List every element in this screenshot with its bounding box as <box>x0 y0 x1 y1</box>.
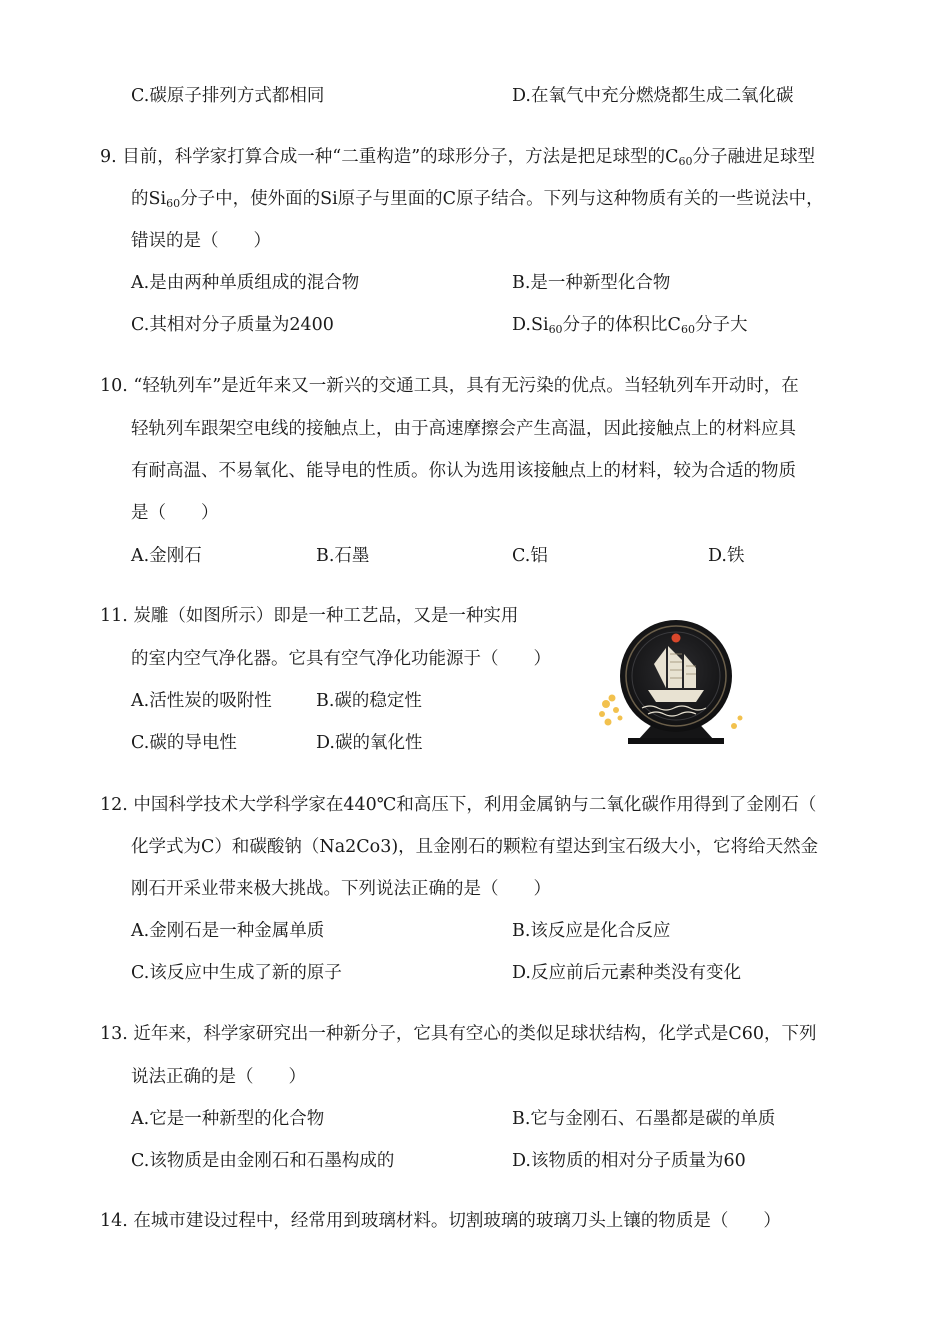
q13-option-a: A.它是一种新型的化合物 <box>131 1109 325 1129</box>
q13-stem-line-2: 说法正确的是（ ） <box>131 1067 306 1087</box>
q12-option-b: B.该反应是化合反应 <box>512 921 671 941</box>
q14-stem-line-1: 14. 在城市建设过程中，经常用到玻璃材料。切割玻璃的玻璃刀头上镶的物质是（ ） <box>100 1211 781 1231</box>
q10-stem-line-1: 10. “轻轨列车”是近年来又一新兴的交通工具，具有无污染的优点。当轻轨列车开动时，在 <box>100 376 799 396</box>
q9-option-b: B.是一种新型化合物 <box>512 273 671 293</box>
q9-option-a: A.是由两种单质组成的混合物 <box>131 273 360 293</box>
q11-option-c: C.碳的导电性 <box>131 733 237 753</box>
q11-stem-line-2: 的室内空气净化器。它具有空气净化功能源于（ ） <box>131 649 551 669</box>
q8-option-c: C.碳原子排列方式都相同 <box>131 86 325 106</box>
q12-option-d: D.反应前后元素种类没有变化 <box>512 963 741 983</box>
q13-option-c: C.该物质是由金刚石和石墨构成的 <box>131 1151 395 1171</box>
q10-option-b: B.石墨 <box>316 546 370 566</box>
q12-stem-line-3: 刚石开采业带来极大挑战。下列说法正确的是（ ） <box>131 879 551 899</box>
q11-option-b: B.碳的稳定性 <box>316 691 422 711</box>
carbon-carving-plate-image <box>598 618 754 750</box>
q11-option-a: A.活性炭的吸附性 <box>131 691 272 711</box>
q11-option-d: D.碳的氧化性 <box>316 733 423 753</box>
q9-stem-line-2: 的$Si_{60}$分子中，使外面的Si原子与里面的C原子结合。下列与这种物质有关的一些说法中， <box>131 189 824 210</box>
q12-stem-line-2: 化学式为C）和碳酸钠（Na2Co3)，且金刚石的颗粒有望达到宝石级大小，它将给天然金 <box>131 837 819 857</box>
q9-option-d: $D.Si_{60}$分子的体积比$C_{60}$分子大 <box>512 315 748 336</box>
q11-stem-line-1: 11. 炭雕（如图所示）即是一种工艺品，又是一种实用 <box>100 606 519 626</box>
q10-stem-line-4: 是（ ） <box>131 503 219 523</box>
q12-option-c: C.该反应中生成了新的原子 <box>131 963 342 983</box>
q9-stem-line-3: 错误的是（ ） <box>131 231 271 251</box>
q13-stem-line-1: 13. 近年来，科学家研究出一种新分子，它具有空心的类似足球状结构，化学式是C60，下列 <box>100 1024 817 1044</box>
q8-option-d: D.在氧气中充分燃烧都生成二氧化碳 <box>512 86 794 106</box>
q13-option-b: B.它与金刚石、石墨都是碳的单质 <box>512 1109 776 1129</box>
q10-stem-line-2: 轻轨列车跟架空电线的接触点上，由于高速摩擦会产生高温，因此接触点上的材料应具 <box>131 419 796 439</box>
q12-stem-line-1: 12. 中国科学技术大学科学家在440℃和高压下，利用金属钠与二氧化碳作用得到了金刚石（ <box>100 795 817 815</box>
carbon-carving-plate-icon <box>598 618 754 750</box>
q10-option-c: C.铝 <box>512 546 548 566</box>
q10-option-a: A.金刚石 <box>131 546 202 566</box>
q9-option-c: C.其相对分子质量为2400 <box>131 315 334 335</box>
q10-stem-line-3: 有耐高温、不易氧化、能导电的性质。你认为选用该接触点上的材料，较为合适的物质 <box>131 461 796 481</box>
q9-stem-line-1: 9. 目前，科学家打算合成一种“二重构造”的球形分子，方法是把足球型的$C_{60}$分子融进足球型 <box>100 147 816 168</box>
q13-option-d: D.该物质的相对分子质量为60 <box>512 1151 746 1171</box>
q12-option-a: A.金刚石是一种金属单质 <box>131 921 325 941</box>
q10-option-d: D.铁 <box>708 546 745 566</box>
